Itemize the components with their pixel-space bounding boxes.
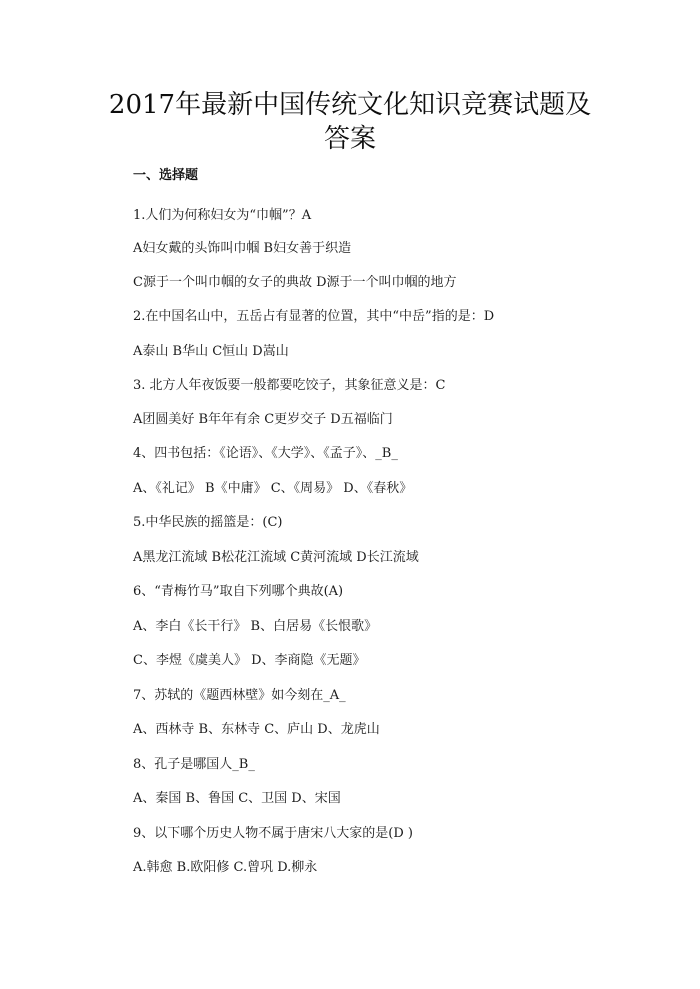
question-8: 8、孔子是哪国人_B_ [133,757,255,772]
question-1-options-ab: A妇女戴的头饰叫巾帼 B妇女善于织造 [133,241,352,256]
section-heading: 一、选择题 [133,168,199,183]
document-title-line-2: 答案 [323,124,376,154]
question-5-options: A黑龙江流域 B松花江流域 C黄河流域 D长江流域 [133,550,419,565]
question-2: 2.在中国名山中，五岳占有显著的位置，其中“中岳”指的是：D [133,309,495,324]
question-9-options: A.韩愈 B.欧阳修 C.曾巩 D.柳永 [133,860,318,875]
question-1: 1.人们为何称妇女为“巾帼”？A [133,208,312,223]
question-4: 4、四书包括：《论语》、《大学》、《孟子》、_B_ [133,446,398,461]
question-1-options-cd: C源于一个叫巾帼的女子的典故 D源于一个叫巾帼的地方 [133,275,457,290]
document-title-line-1: 2017年最新中国传统文化知识竞赛试题及 [108,90,592,120]
question-7-options: A、西林寺 B、东林寺 C、庐山 D、龙虎山 [133,722,380,737]
question-3: 3. 北方人年夜饭要一般都要吃饺子，其象征意义是：C [133,378,446,393]
question-2-options: A泰山 B华山 C恒山 D嵩山 [133,344,289,359]
question-3-options: A团圆美好 B年年有余 C更岁交子 D五福临门 [133,412,393,427]
question-4-options: A、《礼记》 B《中庸》 C、《周易》 D、《春秋》 [133,481,413,496]
question-7: 7、苏轼的《题西林壁》如今刻在_A_ [133,688,346,703]
question-5: 5.中华民族的摇篮是：(C) [133,515,283,530]
question-9: 9、以下哪个历史人物不属于唐宋八大家的是(D ) [133,826,413,841]
question-6: 6、“青梅竹马”取自下列哪个典故(A) [133,584,344,599]
question-6-options-cd: C、李煜《虞美人》 D、李商隐《无题》 [133,653,366,668]
question-8-options: A、秦国 B、鲁国 C、卫国 D、宋国 [133,791,341,806]
question-6-options-ab: A、李白《长干行》 B、白居易《长恨歌》 [133,619,378,634]
